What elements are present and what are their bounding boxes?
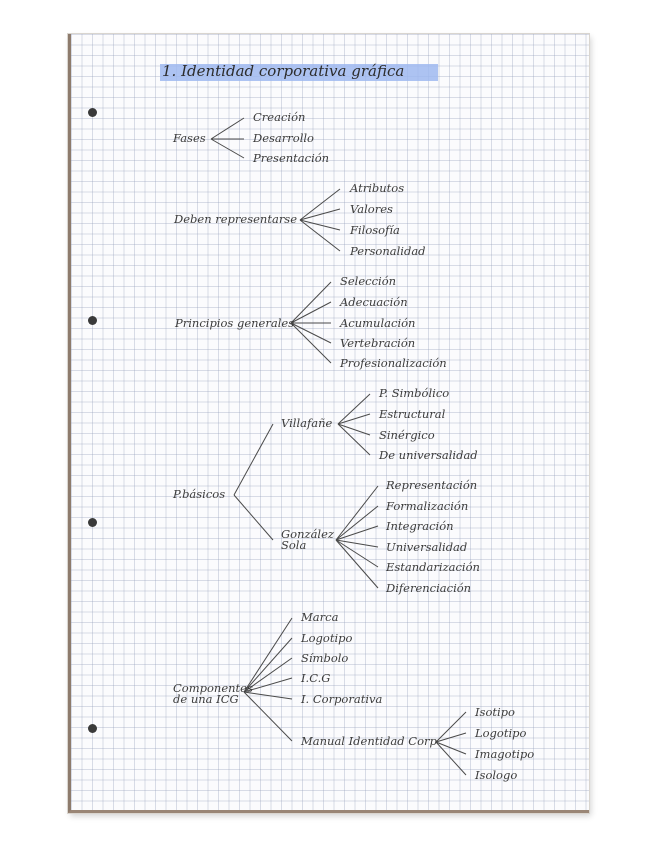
leaf-universalidad: Universalidad	[386, 540, 468, 554]
leaf-isologo: Isologo	[475, 768, 518, 782]
leaf-logotipo: Logotipo	[301, 631, 353, 645]
node-manual-identidad: Manual Identidad Corp	[301, 734, 437, 748]
node-fases: Fases	[173, 131, 206, 145]
leaf-filosofia: Filosofía	[350, 223, 400, 237]
node-deben-representarse: Deben representarse	[174, 212, 298, 226]
leaf-isotipo: Isotipo	[475, 705, 515, 719]
leaf-acumulacion: Acumulación	[340, 316, 416, 330]
leaf-desarrollo: Desarrollo	[253, 131, 314, 145]
leaf-sinergico: Sinérgico	[379, 428, 435, 442]
leaf-icg: I.C.G	[301, 671, 331, 685]
leaf-estandarizacion: Estandarización	[386, 560, 480, 574]
page-title: 1. Identidad corporativa gráfica	[162, 62, 405, 80]
leaf-personalidad: Personalidad	[350, 244, 426, 258]
node-p-basicos: P.básicos	[173, 487, 226, 501]
leaf-atributos: Atributos	[350, 181, 405, 195]
node-villafane: Villafañe	[281, 416, 333, 430]
leaf-simbolo: Símbolo	[301, 651, 349, 665]
node-gonzalez-sola: González Sola	[281, 527, 334, 552]
leaf-marca: Marca	[301, 610, 339, 624]
leaf-vertebracion: Vertebración	[340, 336, 416, 350]
leaf-diferenciacion: Diferenciación	[386, 581, 472, 595]
leaf-adecuacion: Adecuación	[340, 295, 408, 309]
leaf-creacion: Creación	[253, 110, 306, 124]
leaf-de-universalidad: De universalidad	[379, 448, 478, 462]
leaf-imagotipo: Imagotipo	[475, 747, 535, 761]
leaf-estructural: Estructural	[379, 407, 446, 421]
leaf-formalizacion: Formalización	[386, 499, 469, 513]
node-principios-generales: Principios generales	[175, 316, 295, 330]
leaf-valores: Valores	[350, 202, 393, 216]
leaf-p-simbolico: P. Simbólico	[379, 386, 450, 400]
leaf-seleccion: Selección	[340, 274, 397, 288]
leaf-presentacion: Presentación	[253, 151, 330, 165]
leaf-integracion: Integración	[386, 519, 454, 533]
leaf-i-corporativa: I. Corporativa	[301, 692, 383, 706]
leaf-representacion: Representación	[386, 478, 478, 492]
leaf-profesionalizacion: Profesionalización	[340, 356, 447, 370]
node-componentes: Componentes de una ICG	[173, 681, 253, 706]
leaf-logotipo-manual: Logotipo	[475, 726, 527, 740]
